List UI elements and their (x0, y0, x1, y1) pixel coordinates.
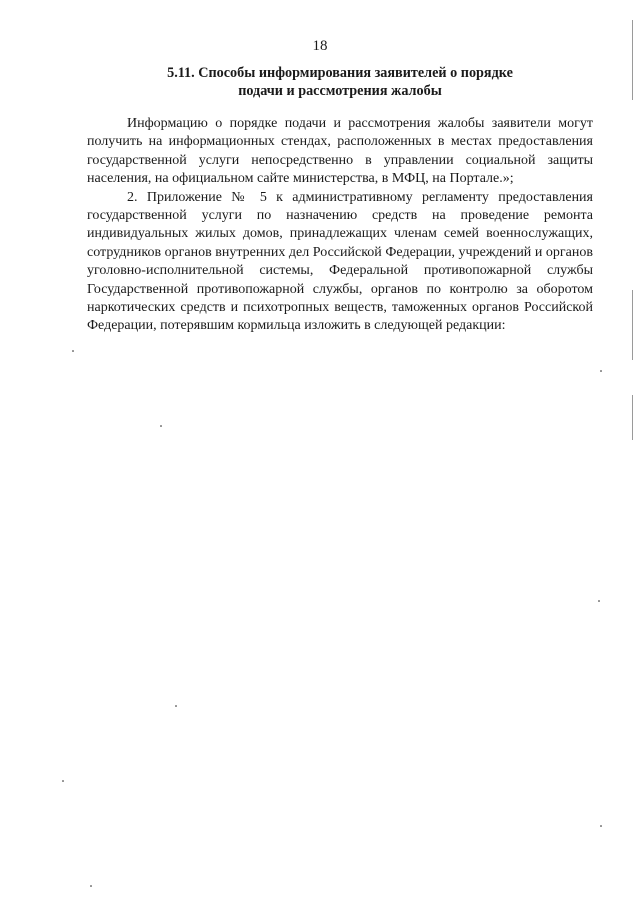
body-text (87, 115, 593, 336)
page-number: 18 (312, 38, 328, 54)
scan-speck (598, 600, 600, 602)
scan-speck (175, 705, 177, 707)
scan-speck (72, 350, 74, 352)
scan-speck (600, 825, 602, 827)
scan-edge-mark (632, 290, 633, 360)
scan-speck (90, 885, 92, 887)
scan-edge-mark (632, 20, 633, 100)
section-heading-line-1: 5.11. Способы информирования заявителей о порядке (167, 65, 513, 81)
section-heading (120, 64, 560, 100)
scan-edge-mark (632, 395, 633, 440)
scan-speck (160, 425, 162, 427)
section-heading-line-2: подачи и рассмотрения жалобы (238, 83, 442, 99)
paragraph-appendix: 2. Приложение № 5 к административному регламенту предоставления государственной услуги по назначению средств на проведение ремонта индивидуальных жилых домов, принадлежащих членам семей военнослужащих, сотрудников органов внутренних дел Российской Федерации, учреждений и органов уголовно-исполнительной системы, Федеральной противопожарной службы Государственной противопожарной службы, органов по контролю за оборотом наркотических средств и психотропных веществ, таможенных органов Российской Федерации, потерявшим кормильца изложить в следующей редакции: (87, 189, 593, 334)
paragraph-info: Информацию о порядке подачи и рассмотрения жалобы заявители могут получить на информационных стендах, расположенных в местах предоставления государственной услуги непосредственно в управлении социальной защиты населения, на официальном сайте министерства, в МФЦ, на Портале.»; (87, 116, 593, 187)
scan-speck (62, 780, 64, 782)
scan-speck (600, 370, 602, 372)
